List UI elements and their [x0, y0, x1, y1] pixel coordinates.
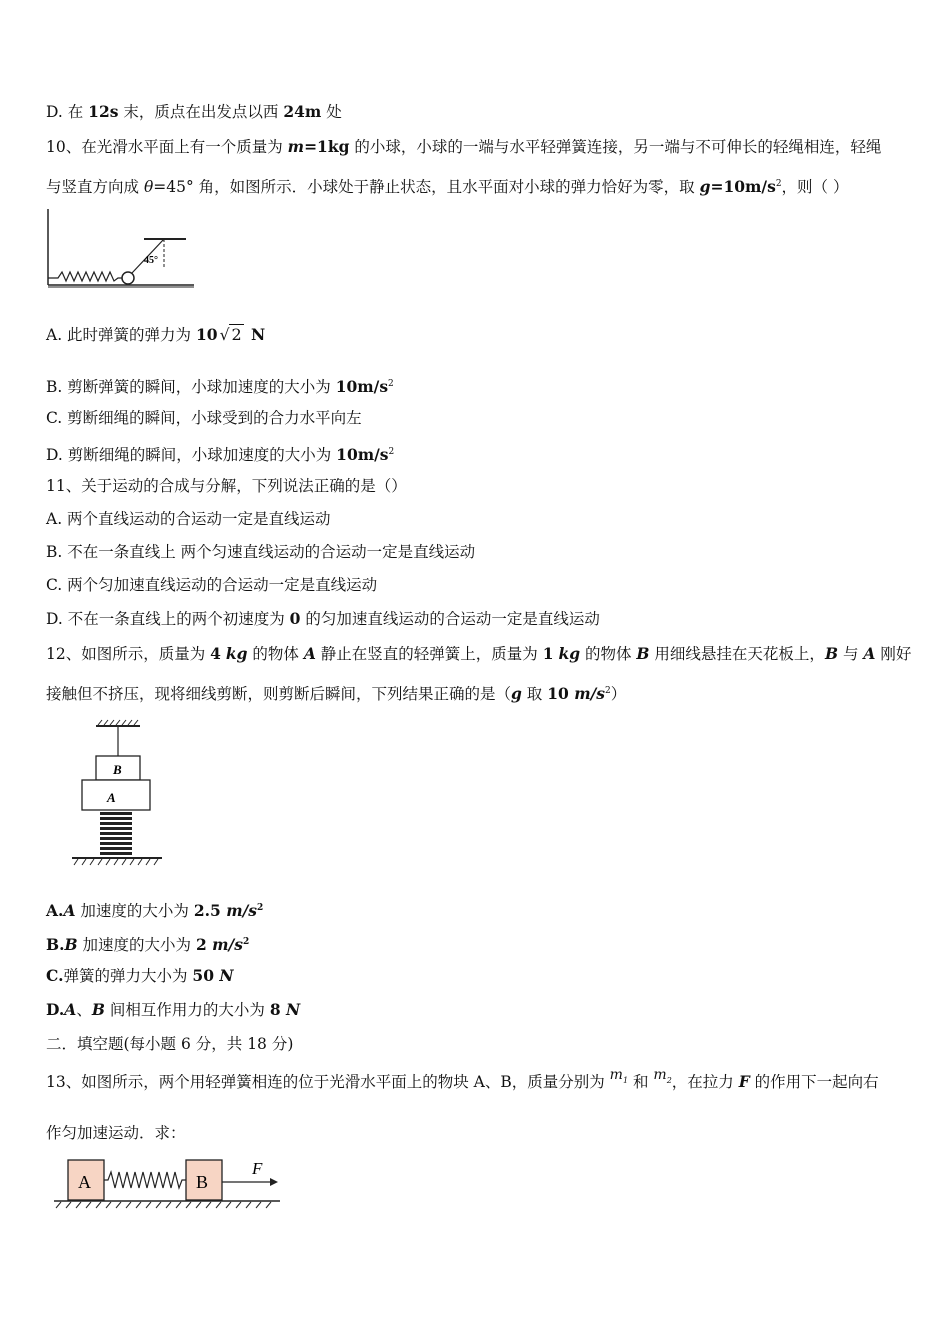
q10-option-d — [46, 442, 394, 465]
q10-stem2-tail: ，则（ ） — [781, 178, 849, 196]
q12-var-a2: A — [863, 644, 876, 663]
q12-tail: 刚好 — [875, 645, 912, 663]
q12-d-lead: D. — [46, 1000, 65, 1019]
q10-mass-val: =1kg — [304, 137, 350, 156]
q10-angle: =45° — [153, 178, 194, 196]
q13-force: F — [738, 1072, 750, 1091]
q9-option-d — [46, 102, 342, 122]
q11-option-a — [46, 509, 331, 529]
q13-m2: m — [653, 1067, 667, 1083]
q12-option-a — [46, 898, 263, 921]
q10-c-text: C. 剪断细绳的瞬间，小球受到的合力水平向左 — [46, 409, 362, 427]
q12-a-val: 2.5 — [193, 901, 227, 920]
q13-ground-hatch — [56, 1202, 271, 1208]
q12-figure — [68, 718, 168, 870]
q12-c-val: 50 — [192, 966, 220, 985]
q10-angle-label: 45° — [144, 255, 158, 266]
q12-label-a: A — [107, 790, 116, 805]
q11-stem — [46, 476, 407, 496]
q11-c-text: C. 两个匀加速直线运动的合运动一定是直线运动 — [46, 576, 378, 594]
section-title-text: 二．填空题(每小题 6 分，共 18 分) — [46, 1035, 294, 1053]
q10-b-val: 10m/s — [335, 377, 389, 396]
q12-kg-a: kg — [225, 644, 248, 663]
q11-a-text: A. 两个直线运动的合运动一定是直线运动 — [46, 510, 331, 528]
q10-stem-lead: 10、在光滑水平面上有一个质量为 — [46, 138, 288, 156]
q11-d-tail: 的匀加速直线运动的合运动一定是直线运动 — [300, 610, 600, 628]
q12-g: g — [511, 684, 522, 703]
section-title — [46, 1034, 293, 1054]
q10-a-lead: A. 此时弹簧的弹力为 — [46, 326, 196, 344]
q10-a-num: 10 — [195, 325, 218, 344]
q10-d-lead: D. 剪断细绳的瞬间，小球加速度的大小为 — [46, 446, 337, 464]
q13-m1: m — [609, 1067, 623, 1083]
q13-label-f: F — [252, 1159, 263, 1178]
q13-figure — [52, 1156, 282, 1214]
q12-mass-b: 1 — [542, 644, 554, 663]
q12-option-b — [46, 932, 249, 955]
q12-b-lead: B. — [46, 935, 65, 954]
q12-g-val: 10 — [547, 684, 575, 703]
q12-d-val: 8 — [269, 1000, 286, 1019]
q13-mid: ，在拉力 — [671, 1073, 739, 1091]
q12-stem-line2 — [46, 681, 626, 704]
q13-label-b: B — [196, 1172, 209, 1192]
q12-a-lead: A. — [46, 901, 64, 920]
q12-d-sep: 、 — [76, 1001, 92, 1019]
q10-stem-line2 — [46, 174, 848, 197]
q13-m1-sub: 1 — [622, 1075, 629, 1085]
q9-d-lead: D. 在 — [46, 103, 89, 121]
q10-stem2-lead: 与竖直方向成 — [46, 178, 144, 196]
q10-stem-line1 — [46, 137, 881, 157]
q9-d-mid: 末，质点在出发点以西 — [118, 103, 284, 121]
q10-option-a — [46, 325, 265, 345]
q12-stem-line1 — [46, 644, 911, 664]
q10-g-sup: 2 — [775, 179, 782, 189]
q12-stem2-lead: 接触但不挤压，现将细线剪断，则剪断后瞬间，下列结果正确的是（ — [46, 685, 512, 703]
q10-a-radicand: 2 — [231, 325, 242, 344]
q12-var-b: B — [636, 644, 650, 663]
q12-g-sup: 2 — [604, 686, 611, 696]
q12-a-var: A — [63, 901, 76, 920]
q10-d-val: 10m/s — [336, 445, 389, 464]
q10-option-c — [46, 408, 362, 428]
q12-mass-a: 4 — [210, 644, 221, 663]
q12-block-a — [82, 780, 150, 810]
q12-mid4: 用细线悬挂在天花板上， — [649, 645, 825, 663]
q10-stem-tail: 的小球，小球的一端与水平轻弹簧连接，另一端与不可伸长的轻绳相连，轻绳 — [349, 138, 882, 156]
q13-spring — [104, 1172, 186, 1188]
q12-a-mid: 加速度的大小为 — [75, 902, 194, 920]
q12-mid3: 的物体 — [580, 645, 637, 663]
q12-b-sup: 2 — [242, 937, 250, 947]
q12-mid5: 与 — [838, 645, 864, 663]
q12-stem2-tail: ） — [610, 685, 627, 703]
q11-d-val: 0 — [289, 609, 301, 628]
q12-c-lead: C. — [46, 966, 64, 985]
q11-b-text: B. 不在一条直线上 两个匀速直线运动的合运动一定是直线运动 — [46, 543, 476, 561]
q12-a-sup: 2 — [257, 903, 264, 913]
q10-b-sup: 2 — [388, 379, 394, 389]
q10-d-sup: 2 — [388, 447, 395, 457]
q12-g-unit: m/s — [574, 684, 605, 703]
q12-var-b2: B — [824, 644, 839, 663]
q12-floor-hatch — [74, 859, 158, 865]
q12-stem2-mid: 取 — [521, 685, 548, 703]
q12-label-b: B — [113, 762, 122, 777]
q12-spring — [100, 812, 132, 855]
q10-figure — [44, 205, 196, 291]
q12-ceiling-hatch — [98, 720, 138, 725]
q11-d-lead: D. 不在一条直线上的两个初速度为 — [46, 610, 290, 628]
q12-lead: 12、如图所示，质量为 — [46, 645, 211, 663]
q10-mass-var: m — [287, 137, 305, 156]
q9-d-time: 12s — [88, 102, 119, 121]
q12-option-c — [46, 966, 234, 986]
q10-g: g — [699, 177, 711, 196]
sqrt-symbol: √ 2 — [219, 325, 242, 344]
q13-arrowhead — [270, 1178, 278, 1186]
q13-stem2-text: 作匀加速运动．求： — [46, 1124, 186, 1142]
q12-mid2: 静止在竖直的轻弹簧上，质量为 — [315, 645, 543, 663]
q13-stem-line1 — [46, 1067, 879, 1099]
q13-tail: 的作用下一起向右 — [749, 1073, 879, 1091]
q12-kg-b: kg — [558, 644, 581, 663]
q12-c-mid: 弹簧的弹力大小为 — [63, 967, 193, 985]
q10-b-lead: B. 剪断弹簧的瞬间，小球加速度的大小为 — [46, 378, 336, 396]
q11-option-b — [46, 542, 475, 562]
q10-a-unit: N — [245, 325, 266, 344]
q11-option-d — [46, 609, 600, 629]
q9-d-distance: 24m — [283, 102, 322, 121]
q10-theta: θ — [143, 178, 154, 196]
q10-g-val: =10m/s — [710, 177, 776, 196]
q12-d-unit: N — [286, 1000, 301, 1019]
q12-a-unit: m/s — [226, 901, 257, 920]
q11-option-c — [46, 575, 377, 595]
q10-stem2-mid: 角，如图所示．小球处于静止状态，且水平面对小球的弹力恰好为零，取 — [193, 178, 700, 196]
q10-spring — [48, 272, 122, 281]
q12-option-d — [46, 1000, 300, 1020]
q12-b-mid: 加速度的大小为 — [77, 936, 196, 954]
q12-d-mid: 间相互作用力的大小为 — [104, 1001, 270, 1019]
q12-b-var: B — [64, 935, 78, 954]
q13-label-a: A — [78, 1172, 91, 1192]
q13-lead: 13、如图所示，两个用轻弹簧相连的位于光滑水平面上的物块 A、B，质量分别为 — [46, 1073, 610, 1091]
q12-d-var-a: A — [64, 1000, 77, 1019]
q13-m2-sub: 2 — [666, 1075, 672, 1085]
q10-ball — [122, 272, 134, 284]
q12-b-val: 2 — [195, 935, 213, 954]
q13-stem-line2 — [46, 1123, 186, 1143]
q12-mid1: 的物体 — [247, 645, 304, 663]
q11-stem-text: 11、关于运动的合成与分解，下列说法正确的是（） — [46, 477, 407, 495]
q13-and: 和 — [628, 1073, 654, 1091]
q10-option-b — [46, 374, 394, 397]
q12-b-unit: m/s — [212, 935, 243, 954]
q9-d-tail: 处 — [321, 103, 342, 121]
q12-var-a: A — [303, 644, 316, 663]
q12-c-unit: N — [219, 966, 234, 985]
q12-d-var-b: B — [91, 1000, 105, 1019]
